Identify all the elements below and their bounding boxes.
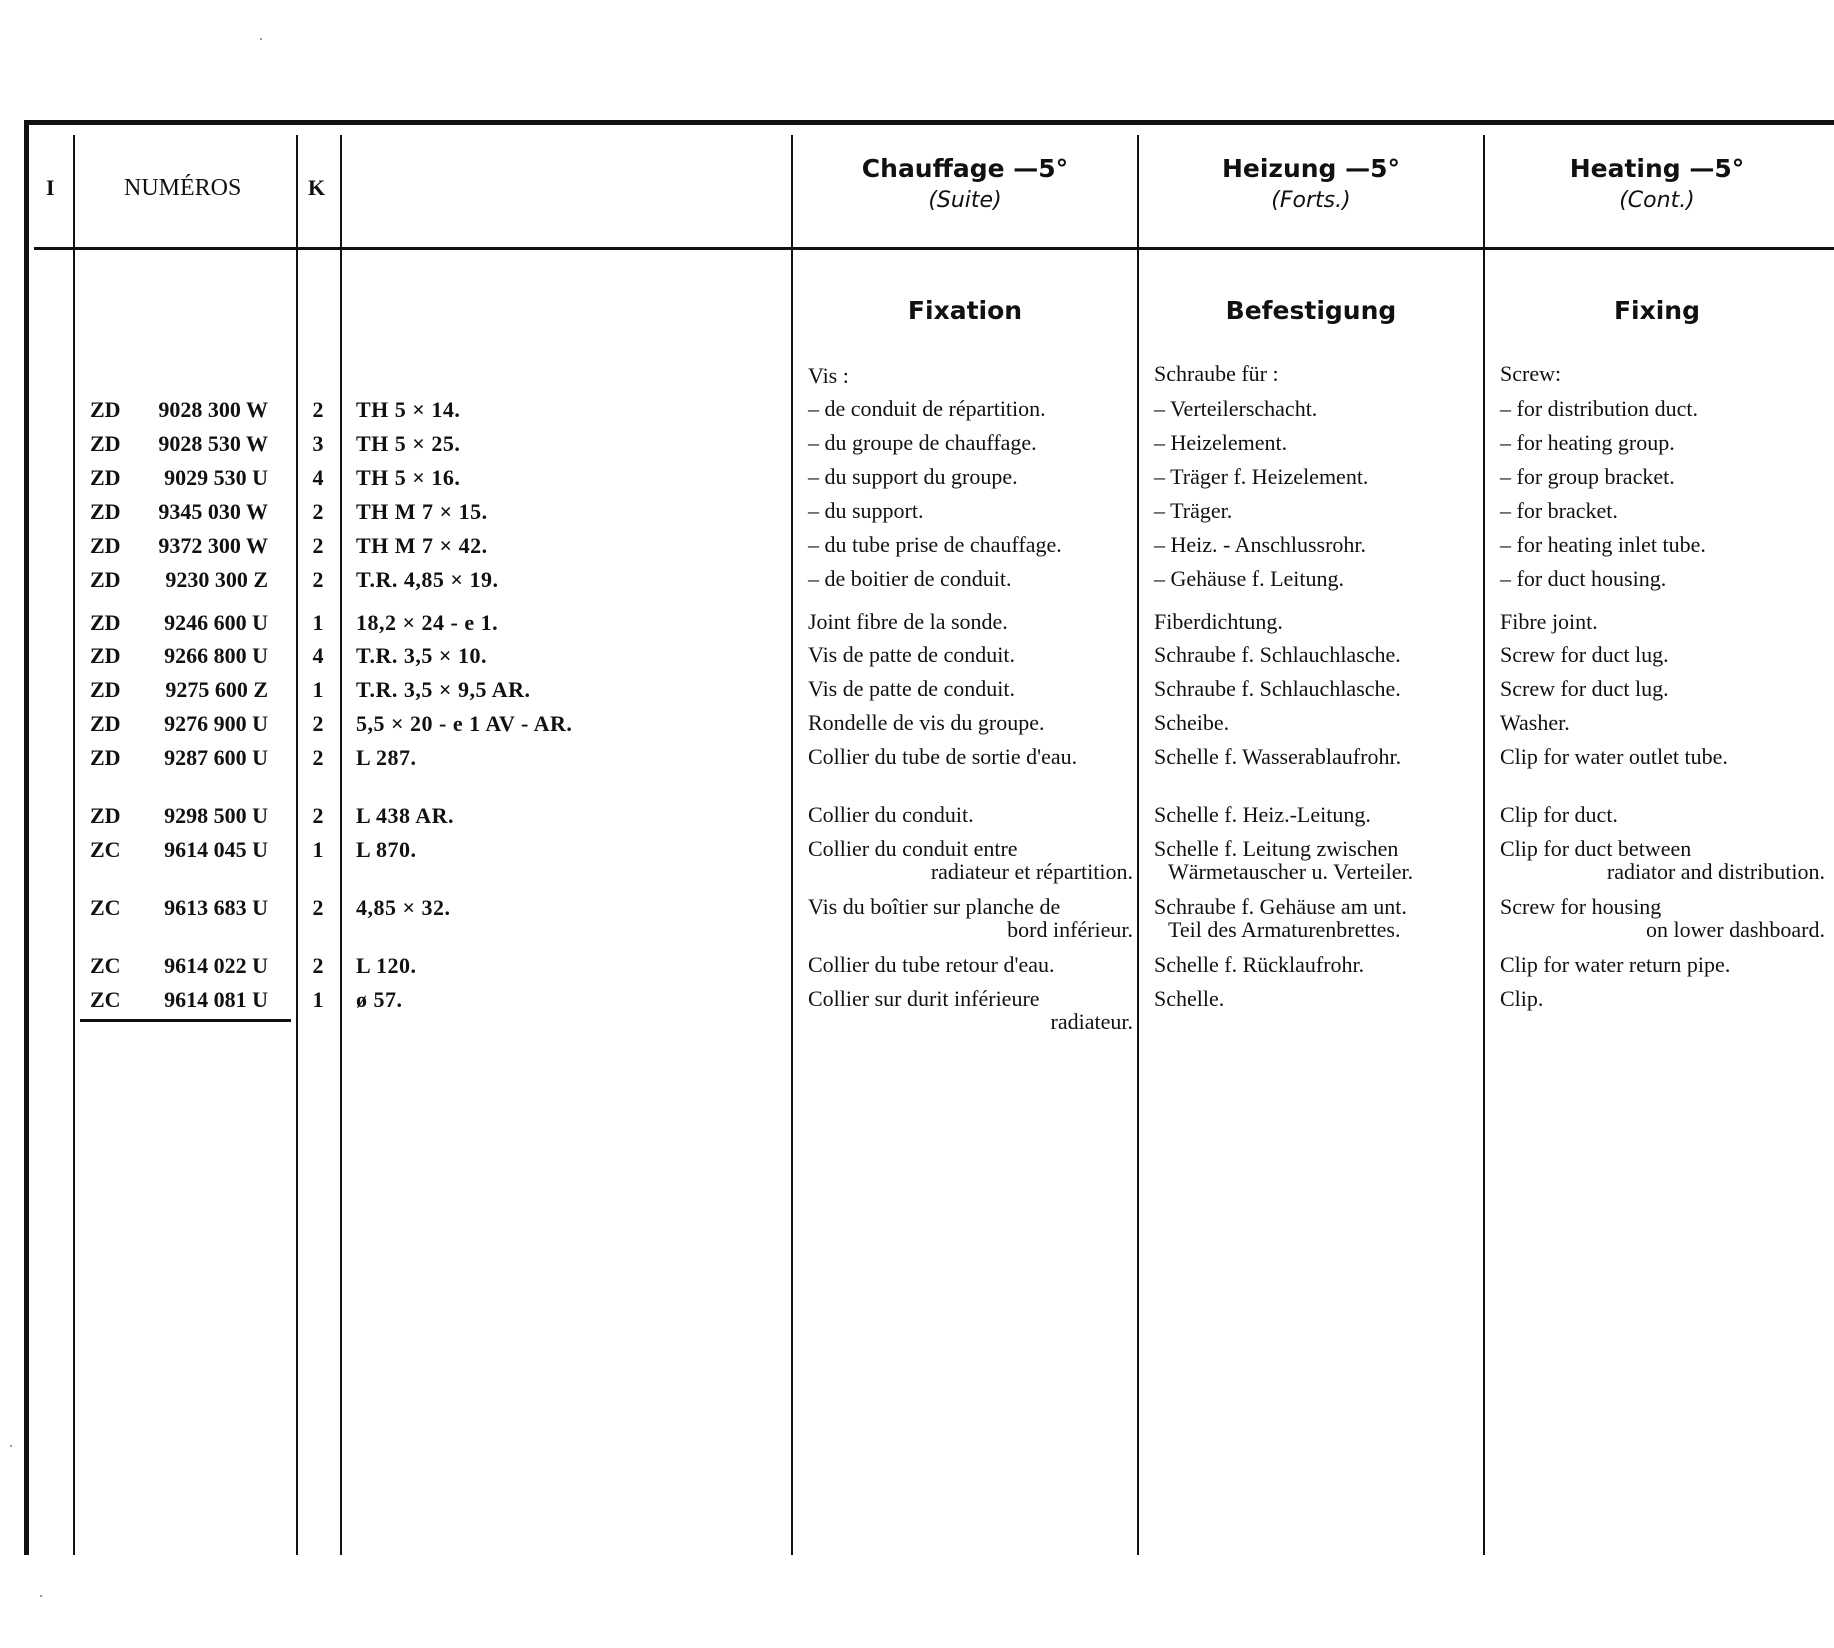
divider-numeros-left xyxy=(73,135,75,1555)
desc-de xyxy=(1154,953,1479,976)
cell-num: 9614 081 U xyxy=(164,987,268,1012)
left-border xyxy=(24,120,29,1555)
cell-num: 9028 530 W xyxy=(158,431,268,456)
desc-line: – for heating inlet tube. xyxy=(1500,532,1706,557)
intro-fr: Vis : xyxy=(808,363,849,388)
desc-line: radiateur. xyxy=(1050,1009,1133,1034)
cell-spec: TH 5 × 16. xyxy=(356,465,461,490)
desc-de xyxy=(1154,987,1479,1010)
desc-en xyxy=(1500,803,1825,826)
divider-k-right xyxy=(340,135,342,1555)
cell-pre: ZD xyxy=(90,499,121,524)
cell-spec: 18,2 × 24 - e 1. xyxy=(356,610,499,635)
desc-en xyxy=(1500,677,1825,700)
header-en-sub: (Cont.) xyxy=(1619,188,1695,213)
desc-line: – for bracket. xyxy=(1500,498,1618,523)
desc-line: Fiberdichtung. xyxy=(1154,609,1283,634)
cell-pre: ZD xyxy=(90,677,121,702)
desc-line: Clip. xyxy=(1500,986,1544,1011)
cell-num: 9276 900 U xyxy=(164,711,268,736)
desc-de xyxy=(1154,677,1479,700)
desc-de xyxy=(1154,745,1479,768)
desc-de xyxy=(1154,803,1479,826)
cell-num: 9614 045 U xyxy=(164,837,268,862)
cell-k: 3 xyxy=(312,431,324,456)
cell-k: 2 xyxy=(312,745,324,770)
desc-fr xyxy=(808,745,1133,768)
section-de: Befestigung xyxy=(1225,296,1397,325)
desc-line: – de boitier de conduit. xyxy=(808,566,1012,591)
cell-k: 2 xyxy=(312,533,324,558)
desc-line: – du support du groupe. xyxy=(808,464,1018,489)
desc-fr xyxy=(808,711,1133,734)
cell-k: 1 xyxy=(312,837,324,862)
desc-line: – Heizelement. xyxy=(1154,430,1288,455)
cell-spec: T.R. 3,5 × 10. xyxy=(356,643,487,668)
cell-num: 9266 800 U xyxy=(164,643,268,668)
desc-fr xyxy=(808,567,1133,590)
cell-num: 9246 600 U xyxy=(164,610,268,635)
speck xyxy=(10,1445,12,1447)
cell-spec: L 120. xyxy=(356,953,417,978)
desc-en xyxy=(1500,567,1825,590)
desc-line: radiateur et répartition. xyxy=(930,859,1133,884)
desc-line: – du tube prise de chauffage. xyxy=(808,532,1062,557)
desc-line: Collier du conduit. xyxy=(808,802,974,827)
cell-num: 9230 300 Z xyxy=(165,567,268,592)
desc-line: – du support. xyxy=(808,498,924,523)
cell-spec: TH M 7 × 15. xyxy=(356,499,488,524)
cell-spec: L 870. xyxy=(356,837,417,862)
desc-line: Clip for duct between xyxy=(1500,836,1692,861)
intro-de: Schraube für : xyxy=(1154,361,1279,386)
desc-line: Collier du conduit entre xyxy=(808,836,1018,861)
desc-fr xyxy=(808,465,1133,488)
cell-num: 9613 683 U xyxy=(164,895,268,920)
desc-de xyxy=(1154,431,1479,454)
cell-pre: ZD xyxy=(90,397,121,422)
intro-en: Screw: xyxy=(1500,361,1562,386)
cell-num: 9287 600 U xyxy=(164,745,268,770)
header-col-k: K xyxy=(308,175,326,200)
desc-line: radiator and distribution. xyxy=(1606,859,1825,884)
desc-de xyxy=(1154,711,1479,734)
desc-de xyxy=(1154,837,1479,883)
cell-pre: ZD xyxy=(90,610,121,635)
divider-numeros-right xyxy=(296,135,298,1555)
cell-num: 9372 300 W xyxy=(158,533,268,558)
desc-fr xyxy=(808,677,1133,700)
cell-spec: ø 57. xyxy=(356,987,403,1012)
desc-en xyxy=(1500,837,1825,883)
section-en: Fixing xyxy=(1613,296,1701,325)
cell-k: 2 xyxy=(312,499,324,524)
header-rule xyxy=(34,247,1834,250)
desc-en xyxy=(1500,953,1825,976)
desc-line: – for duct housing. xyxy=(1500,566,1667,591)
cell-pre: ZC xyxy=(90,987,121,1012)
desc-de xyxy=(1154,533,1479,556)
cell-k: 1 xyxy=(312,987,324,1012)
desc-line: – for distribution duct. xyxy=(1500,396,1698,421)
desc-line: – Träger. xyxy=(1154,498,1233,523)
header-de-sub: (Forts.) xyxy=(1271,188,1351,213)
section-fr: Fixation xyxy=(907,296,1023,325)
cell-spec: T.R. 3,5 × 9,5 AR. xyxy=(356,677,531,702)
cell-pre: ZD xyxy=(90,711,121,736)
desc-line: Schelle. xyxy=(1154,986,1225,1011)
cell-pre: ZD xyxy=(90,533,121,558)
desc-fr xyxy=(808,987,1133,1033)
header-en-title: Heating —5° xyxy=(1569,154,1745,183)
desc-line: Scheibe. xyxy=(1154,710,1230,735)
desc-line: Clip for water return pipe. xyxy=(1500,952,1731,977)
desc-de xyxy=(1154,465,1479,488)
desc-line: Clip for duct. xyxy=(1500,802,1618,827)
desc-fr xyxy=(808,610,1133,633)
cell-k: 2 xyxy=(312,895,324,920)
cell-k: 2 xyxy=(312,803,324,828)
cell-k: 1 xyxy=(312,610,324,635)
cell-k: 2 xyxy=(312,711,324,736)
desc-line: Fibre joint. xyxy=(1500,609,1598,634)
speck xyxy=(40,1595,42,1597)
desc-line: – Verteilerschacht. xyxy=(1154,396,1318,421)
divider-fr-right xyxy=(1137,135,1139,1555)
desc-line: Screw for duct lug. xyxy=(1500,642,1669,667)
cell-spec: TH 5 × 25. xyxy=(356,431,461,456)
cell-k: 1 xyxy=(312,677,324,702)
header-col-i: I xyxy=(46,175,55,200)
desc-line: Vis du boîtier sur planche de xyxy=(808,894,1061,919)
desc-en xyxy=(1500,643,1825,666)
numeros-end-rule xyxy=(80,1019,291,1022)
desc-fr xyxy=(808,397,1133,420)
desc-fr xyxy=(808,431,1133,454)
desc-en xyxy=(1500,610,1825,633)
desc-en xyxy=(1500,397,1825,420)
cell-spec: 5,5 × 20 - e 1 AV - AR. xyxy=(356,711,573,736)
desc-fr xyxy=(808,499,1133,522)
cell-num: 9614 022 U xyxy=(164,953,268,978)
cell-num: 9345 030 W xyxy=(158,499,268,524)
desc-line: Collier du tube retour d'eau. xyxy=(808,952,1055,977)
cell-pre: ZD xyxy=(90,567,121,592)
cell-spec: L 438 AR. xyxy=(356,803,455,828)
desc-line: – de conduit de répartition. xyxy=(808,396,1046,421)
desc-de xyxy=(1154,397,1479,420)
desc-line: Joint fibre de la sonde. xyxy=(808,609,1008,634)
desc-line: Rondelle de vis du groupe. xyxy=(808,710,1045,735)
cell-spec: TH M 7 × 42. xyxy=(356,533,488,558)
desc-line: Schelle f. Rücklaufrohr. xyxy=(1154,952,1365,977)
header-de-title: Heizung —5° xyxy=(1221,154,1401,183)
cell-spec: T.R. 4,85 × 19. xyxy=(356,567,499,592)
desc-line: Vis de patte de conduit. xyxy=(808,642,1016,667)
desc-line: – for group bracket. xyxy=(1500,464,1675,489)
cell-pre: ZD xyxy=(90,803,121,828)
desc-en xyxy=(1500,987,1825,1010)
top-rule xyxy=(24,120,1834,125)
desc-line: – Träger f. Heizelement. xyxy=(1154,464,1369,489)
header-fr-title: Chauffage —5° xyxy=(861,154,1069,183)
cell-pre: ZD xyxy=(90,643,121,668)
desc-line: Schelle f. Heiz.-Leitung. xyxy=(1154,802,1371,827)
desc-fr xyxy=(808,837,1133,883)
desc-en xyxy=(1500,745,1825,768)
cell-num: 9028 300 W xyxy=(158,397,268,422)
desc-de xyxy=(1154,895,1479,941)
desc-line: – for heating group. xyxy=(1500,430,1675,455)
desc-line: Schraube f. Schlauchlasche. xyxy=(1154,676,1401,701)
desc-de xyxy=(1154,643,1479,666)
speck xyxy=(260,38,262,40)
desc-line: Wärmetauscher u. Verteiler. xyxy=(1168,859,1414,884)
desc-de xyxy=(1154,610,1479,633)
desc-line: Washer. xyxy=(1500,710,1570,735)
desc-fr xyxy=(808,643,1133,666)
cell-k: 4 xyxy=(312,643,324,668)
cell-num: 9275 600 Z xyxy=(165,677,268,702)
cell-pre: ZD xyxy=(90,431,121,456)
desc-line: Schraube f. Schlauchlasche. xyxy=(1154,642,1401,667)
desc-fr xyxy=(808,895,1133,941)
desc-line: Screw for housing xyxy=(1500,894,1662,919)
cell-spec: L 287. xyxy=(356,745,417,770)
desc-line: – du groupe de chauffage. xyxy=(808,430,1037,455)
cell-k: 2 xyxy=(312,397,324,422)
desc-fr xyxy=(808,953,1133,976)
cell-pre: ZC xyxy=(90,895,121,920)
cell-pre: ZC xyxy=(90,953,121,978)
cell-k: 4 xyxy=(312,465,324,490)
desc-line: Collier sur durit inférieure xyxy=(808,986,1040,1011)
cell-num: 9029 530 U xyxy=(164,465,268,490)
desc-de xyxy=(1154,499,1479,522)
desc-line: Schraube f. Gehäuse am unt. xyxy=(1154,894,1407,919)
desc-de xyxy=(1154,567,1479,590)
desc-en xyxy=(1500,465,1825,488)
divider-spec-right xyxy=(791,135,793,1555)
desc-fr xyxy=(808,803,1133,826)
desc-en xyxy=(1500,533,1825,556)
desc-fr xyxy=(808,533,1133,556)
desc-en xyxy=(1500,499,1825,522)
cell-k: 2 xyxy=(312,953,324,978)
desc-line: Schelle f. Leitung zwischen xyxy=(1154,836,1399,861)
desc-line: bord inférieur. xyxy=(1007,917,1133,942)
cell-spec: 4,85 × 32. xyxy=(356,895,451,920)
cell-spec: TH 5 × 14. xyxy=(356,397,461,422)
desc-line: Screw for duct lug. xyxy=(1500,676,1669,701)
desc-en xyxy=(1500,431,1825,454)
desc-line: Schelle f. Wasserablaufrohr. xyxy=(1154,744,1402,769)
cell-k: 2 xyxy=(312,567,324,592)
divider-de-right xyxy=(1483,135,1485,1555)
desc-line: – Heiz. - Anschlussrohr. xyxy=(1154,532,1367,557)
desc-line: – Gehäuse f. Leitung. xyxy=(1154,566,1344,591)
header-fr-sub: (Suite) xyxy=(928,188,1002,213)
cell-pre: ZD xyxy=(90,465,121,490)
desc-line: Vis de patte de conduit. xyxy=(808,676,1016,701)
desc-line: Teil des Armaturenbrettes. xyxy=(1168,917,1401,942)
header-col-numeros: NUMÉROS xyxy=(124,175,242,201)
cell-pre: ZD xyxy=(90,745,121,770)
desc-line: Collier du tube de sortie d'eau. xyxy=(808,744,1078,769)
desc-en xyxy=(1500,711,1825,734)
cell-num: 9298 500 U xyxy=(164,803,268,828)
desc-en xyxy=(1500,895,1825,941)
desc-line: on lower dashboard. xyxy=(1645,917,1825,942)
cell-pre: ZC xyxy=(90,837,121,862)
desc-line: Clip for water outlet tube. xyxy=(1500,744,1728,769)
